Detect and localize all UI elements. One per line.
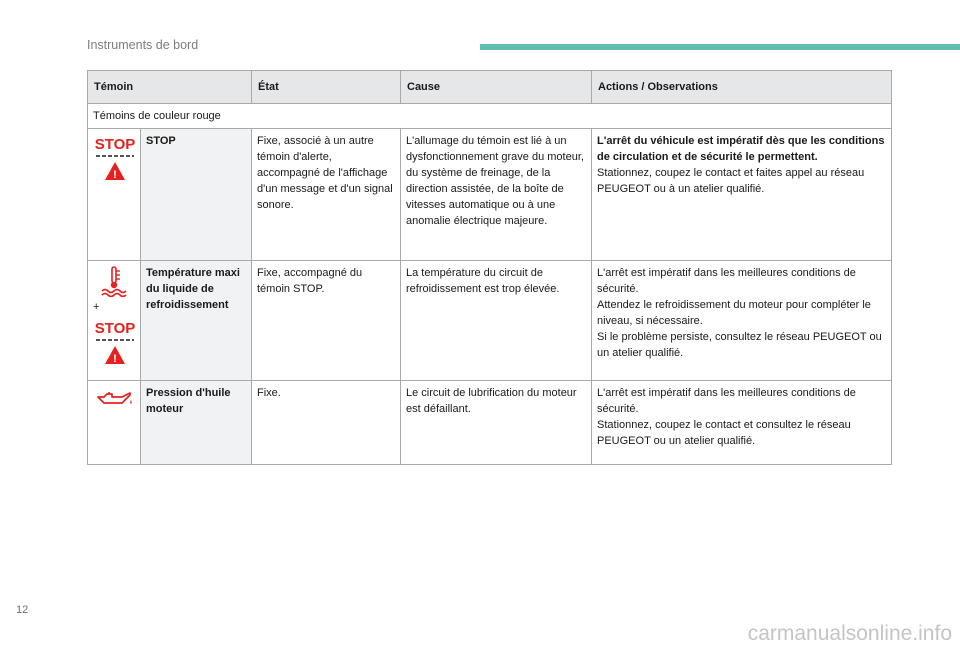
action-emphasis: L'arrêt du véhicule est impératif dès que les conditions de circulation et de sécurité le permettent. xyxy=(597,135,885,163)
column-header-etat: État xyxy=(252,71,401,104)
column-header-cause: Cause xyxy=(401,71,592,104)
stop-warning-icon xyxy=(93,133,137,185)
watermark: carmanualsonline.info xyxy=(747,622,952,645)
table-row xyxy=(88,261,892,381)
light-state: Fixe, accompagné du témoin STOP. xyxy=(252,261,401,381)
table-row xyxy=(88,129,892,261)
column-header-actions: Actions / Observations xyxy=(592,71,892,104)
light-action: L'arrêt est impératif dans les meilleures conditions de sécurité. Stationnez, coupez le contact et consultez le réseau PEUGEOT ou un atelier qualifié. xyxy=(592,381,892,465)
warning-mark: ! xyxy=(113,169,117,181)
light-state: Fixe, associé à un autre témoin d'alerte, accompagné de l'affichage d'un message et d'un signal sonore. xyxy=(252,129,401,261)
page-number: 12 xyxy=(16,604,29,616)
light-cause: L'allumage du témoin est lié à un dysfonctionnement grave du moteur, du système de freinage, de la direction assistée, de la boîte de vitesses automatique ou à une anomalie électrique majeure. xyxy=(401,129,592,261)
light-action xyxy=(592,129,892,261)
table-header-row xyxy=(88,71,892,104)
icon-cell xyxy=(88,129,141,261)
light-action: L'arrêt est impératif dans les meilleures conditions de sécurité. Attendez le refroidissement du moteur pour compléter le niveau, si nécessaire. Si le problème persiste, consultez le réseau PEUGEOT ou un atelier qualifié. xyxy=(592,261,892,381)
stop-icon-text: STOP xyxy=(94,136,136,153)
icon-cell xyxy=(88,381,141,465)
coolant-temperature-icon xyxy=(99,265,129,297)
stop-warning-icon xyxy=(93,317,137,369)
page-header-title: Instruments de bord xyxy=(87,38,199,52)
light-state: Fixe. xyxy=(252,381,401,465)
action-text: Stationnez, coupez le contact et faites appel au réseau PEUGEOT ou à un atelier qualifié. xyxy=(597,167,865,195)
column-header-temoin: Témoin xyxy=(88,71,252,104)
light-name: Température maxi du liquide de refroidissement xyxy=(141,261,252,381)
header-accent-bar xyxy=(480,44,960,50)
warning-mark: ! xyxy=(113,353,117,365)
section-label: Témoins de couleur rouge xyxy=(88,104,892,129)
section-row xyxy=(88,104,892,129)
light-name: STOP xyxy=(141,129,252,261)
table-row xyxy=(88,381,892,465)
light-name: Pression d'huile moteur xyxy=(141,381,252,465)
stop-icon-text: STOP xyxy=(94,320,136,337)
icon-cell xyxy=(88,261,141,381)
light-cause: La température du circuit de refroidissement est trop élevée. xyxy=(401,261,592,381)
light-cause: Le circuit de lubrification du moteur est défaillant. xyxy=(401,381,592,465)
warning-lights-table xyxy=(87,70,892,465)
plus-sign: + xyxy=(93,301,100,313)
oil-pressure-icon xyxy=(94,389,134,409)
